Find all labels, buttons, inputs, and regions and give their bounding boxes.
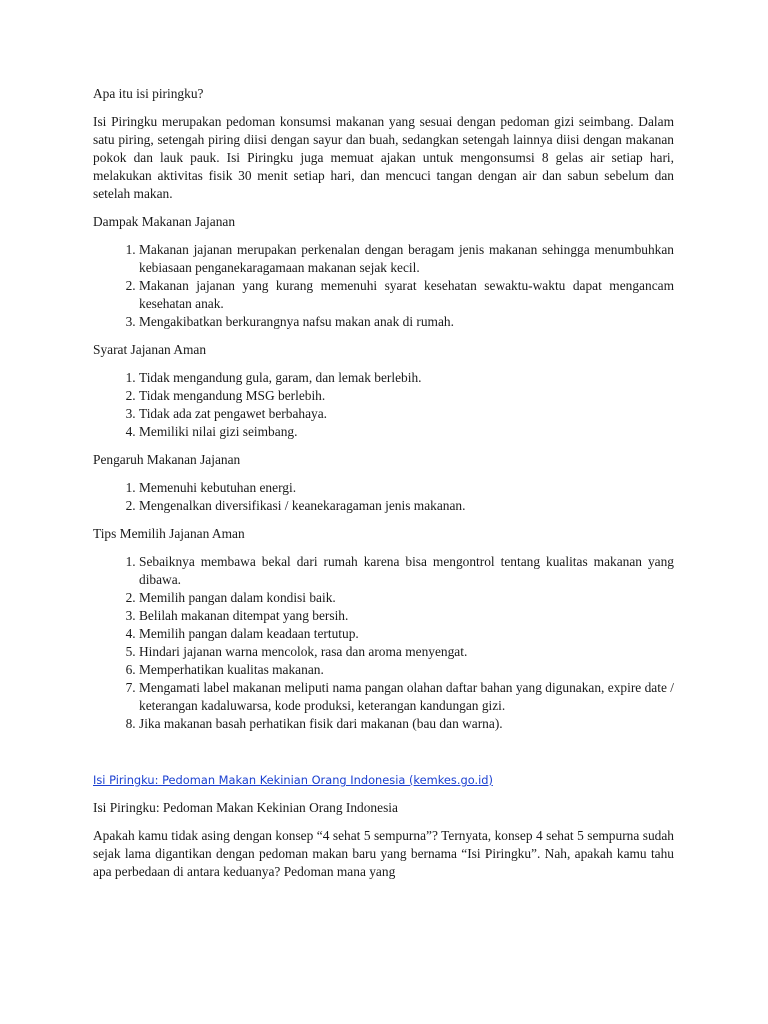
list-item: 1. Makanan jajanan merupakan perkenalan dengan beragam jenis makanan sehingga menumbuhkan kebiasaan penganekaragamaan makanan sejak kecil. [139,241,674,277]
list-item: 1. Tidak mengandung gula, garam, dan lemak berlebih. [139,369,674,387]
dampak-list [93,241,674,331]
list-item: 3. Belilah makanan ditempat yang bersih. [139,607,674,625]
list-item: 3. Mengakibatkan berkurangnya nafsu makan anak di rumah. [139,313,674,331]
list-item: 5. Hindari jajanan warna mencolok, rasa dan aroma menyengat. [139,643,674,661]
intro-paragraph: Isi Piringku merupakan pedoman konsumsi makanan yang sesuai dengan pedoman gizi seimbang. Dalam satu piring, setengah piring diisi dengan sayur dan buah, sedangkan setengah lainnya diisi dengan makanan pokok dan lauk pauk. Isi Piringku juga memuat ajakan untuk mengonsumsi 8 gelas air setiap hari, melakukan aktivitas fisik 30 menit setiap hari, dan mencuci tangan dengan air dan sabun sebelum dan setelah makan. [93,114,674,201]
list-item: 1. Sebaiknya membawa bekal dari rumah karena bisa mengontrol tentang kualitas makanan yang dibawa. [139,553,674,589]
list-item: 4. Memiliki nilai gizi seimbang. [139,423,674,441]
list-item: 2. Tidak mengandung MSG berlebih. [139,387,674,405]
section-heading-dampak: Dampak Makanan Jajanan [93,214,236,229]
kemkes-source-link[interactable]: Isi Piringku: Pedoman Makan Kekinian Orang Indonesia (kemkes.go.id) [93,773,493,787]
blank-line [93,743,674,771]
document-page [93,85,674,891]
section-heading-syarat: Syarat Jajanan Aman [93,342,207,357]
list-item: 1. Memenuhi kebutuhan energi. [139,479,674,497]
section-heading-tips: Tips Memilih Jajanan Aman [93,526,245,541]
section-heading-isi-piringku: Apa itu isi piringku? [93,86,204,101]
list-item: 6. Memperhatikan kualitas makanan. [139,661,674,679]
list-item: 4. Memilih pangan dalam keadaan tertutup. [139,625,674,643]
section-heading-pengaruh: Pengaruh Makanan Jajanan [93,452,241,467]
list-item: 7. Mengamati label makanan meliputi nama pangan olahan daftar bahan yang digunakan, expire date / keterangan kadaluwarsa, kode produksi, keterangan kandungan gizi. [139,679,674,715]
list-item: 2. Memilih pangan dalam kondisi baik. [139,589,674,607]
list-item: 8. Jika makanan basah perhatikan fisik dari makanan (bau dan warna). [139,715,674,733]
syarat-list [93,369,674,441]
list-item: 3. Tidak ada zat pengawet berbahaya. [139,405,674,423]
article-title: Isi Piringku: Pedoman Makan Kekinian Orang Indonesia [93,800,398,815]
tips-list [93,553,674,733]
list-item: 2. Mengenalkan diversifikasi / keanekaragaman jenis makanan. [139,497,674,515]
list-item: 2. Makanan jajanan yang kurang memenuhi syarat kesehatan sewaktu-waktu dapat mengancam kesehatan anak. [139,277,674,313]
article-paragraph: Apakah kamu tidak asing dengan konsep “4 sehat 5 sempurna”? Ternyata, konsep 4 sehat 5 sempurna sudah sejak lama digantikan dengan pedoman makan baru yang bernama “Isi Piringku”. Nah, apakah kamu tahu apa perbedaan di antara keduanya? Pedoman mana yang [93,828,674,879]
pengaruh-list [93,479,674,515]
